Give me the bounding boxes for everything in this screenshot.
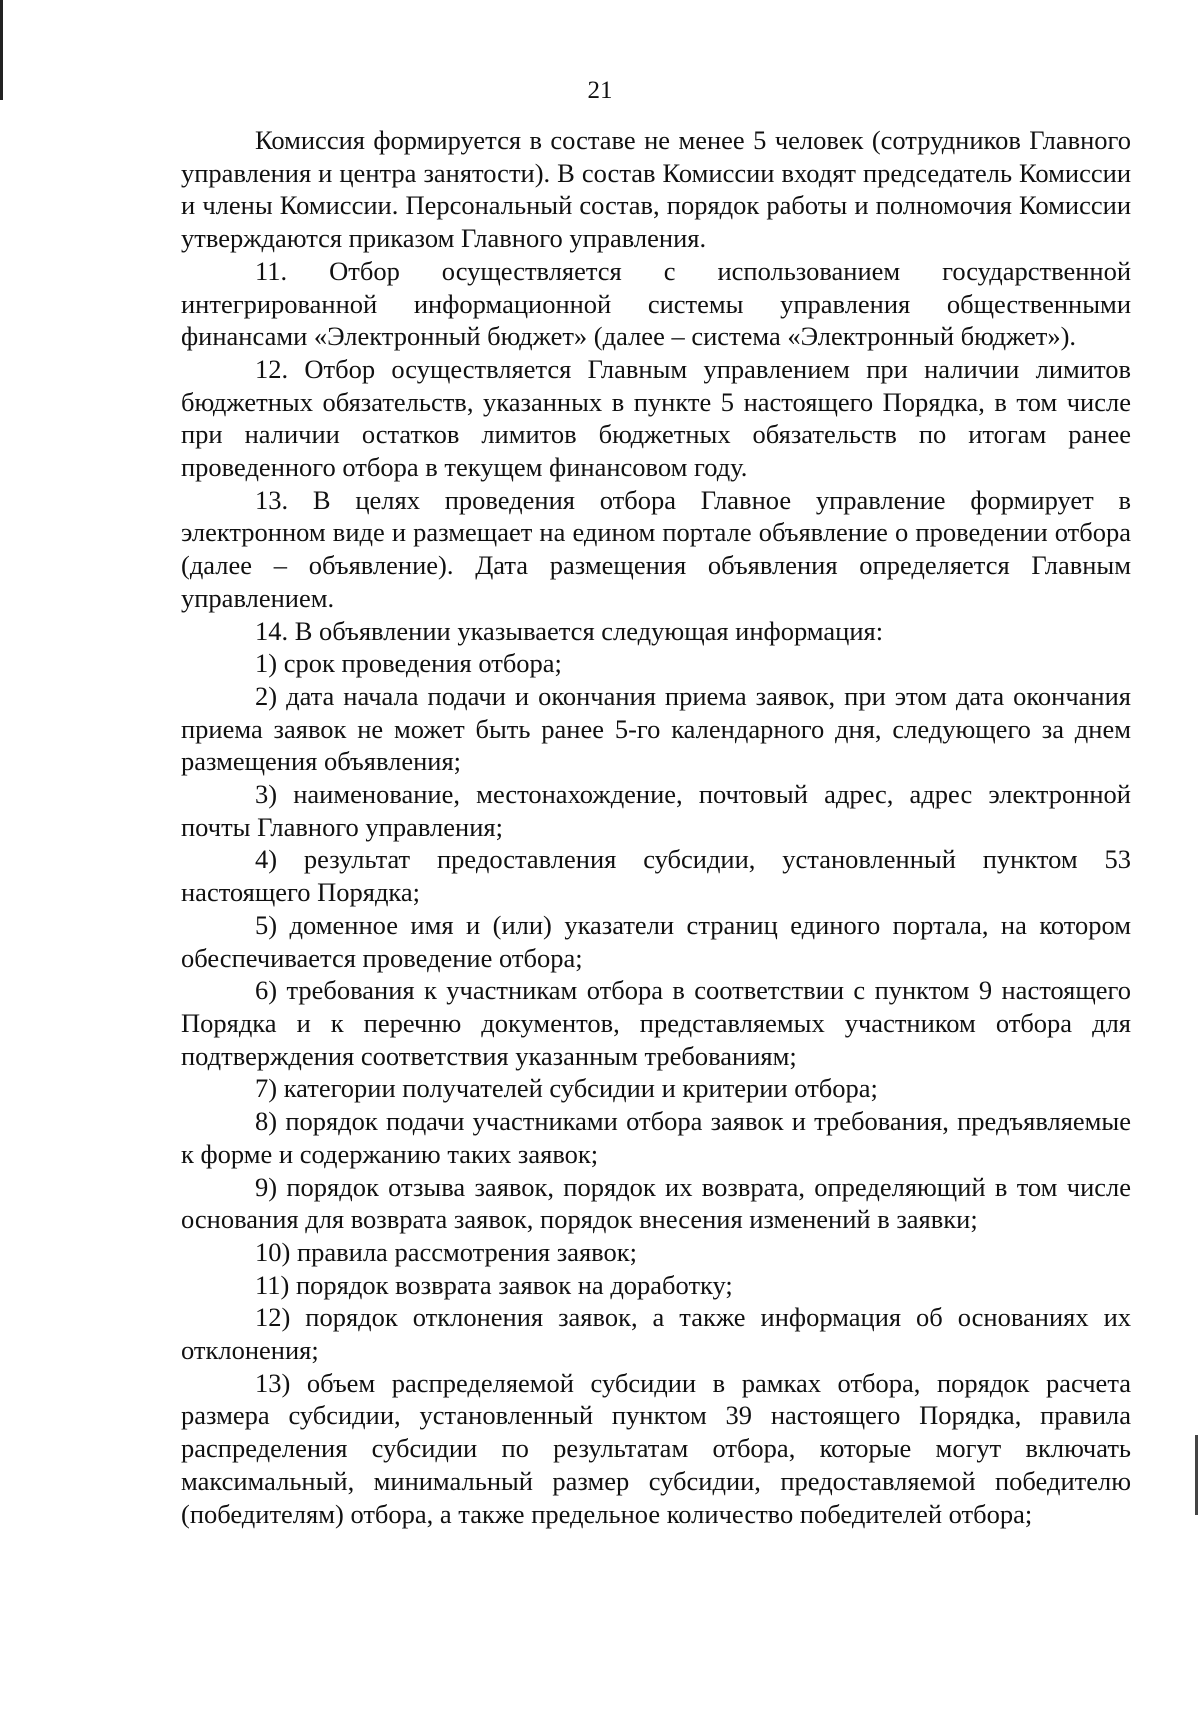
paragraph-11: 11. Отбор осуществляется с использованием государственной интегрированной информационной системы управления общественными финансами «Электронный бюджет» (далее – система «Электронный бюджет»). — [181, 255, 1131, 352]
page-number: 21 — [587, 77, 613, 104]
list-item-3: 3) наименование, местонахождение, почтовый адрес, адрес электронной почты Главного управления; — [181, 779, 1131, 842]
paragraph-14: 14. В объявлении указывается следующая информация: — [255, 615, 884, 646]
list-item-2: 2) дата начала подачи и окончания приема заявок, при этом дата окончания приема заявок не может быть ранее 5-го календарного дня, следующего за днем размещения объявления; — [181, 680, 1131, 777]
paragraph-commission-composition: Комиссия формируется в составе не менее 5 человек (сотрудников Главного управления и центра занятости). В состав Комиссии входят председатель Комиссии и члены Комиссии. Персональный состав, порядок работы и полномочия Комиссии утверждаются приказом Главного управления. — [181, 125, 1131, 254]
list-item-13: 13) объем распределяемой субсидии в рамках отбора, порядок расчета размера субсидии, установленный пунктом 39 настоящего Порядка, правила распределения субсидии по результатам отбора, которые могут включать максимальный, минимальный размер субсидии, предоставляемой победителю (победителям) отбора, а также предельное количество победителей отбора; — [181, 1367, 1131, 1529]
list-item-4: 4) результат предоставления субсидии, установленный пунктом 53 настоящего Порядка; — [181, 844, 1131, 908]
list-item-8: 8) порядок подачи участниками отбора заявок и требования, предъявляемые к форме и содержанию таких заявок; — [181, 1106, 1131, 1169]
paragraph-12: 12. Отбор осуществляется Главным управлением при наличии лимитов бюджетных обязательств, указанных в пункте 5 настоящего Порядка, в том числе при наличии остатков лимитов бюджетных обязательств по итогам ранее проведенного отбора в текущем финансовом году. — [181, 353, 1131, 483]
list-item-7: 7) категории получателей субсидии и критерии отбора; — [255, 1073, 878, 1104]
list-item-9: 9) порядок отзыва заявок, порядок их возврата, определяющий в том числе основания для возврата заявок, порядок внесения изменений в заявки; — [181, 1171, 1131, 1235]
list-item-5: 5) доменное имя и (или) указатели страниц единого портала, на котором обеспечивается проведение отбора; — [181, 909, 1131, 973]
paragraph-13: 13. В целях проведения отбора Главное управление формирует в электронном виде и размещает на едином портале объявление о проведении отбора (далее – объявление). Дата размещения объявления определяется Главным управлением. — [181, 484, 1131, 613]
list-item-6: 6) требования к участникам отбора в соответствии с пунктом 9 настоящего Порядка и к перечню документов, представляемых участником отбора для подтверждения соответствия указанным требованиям; — [181, 975, 1131, 1071]
scan-edge-right — [1195, 1435, 1198, 1515]
list-item-12: 12) порядок отклонения заявок, а также информация об основаниях их отклонения; — [181, 1302, 1131, 1366]
list-item-1: 1) срок проведения отбора; — [255, 648, 562, 679]
document-body — [181, 124, 1131, 1530]
list-item-11: 11) порядок возврата заявок на доработку; — [255, 1269, 733, 1300]
list-item-10: 10) правила рассмотрения заявок; — [255, 1236, 637, 1267]
